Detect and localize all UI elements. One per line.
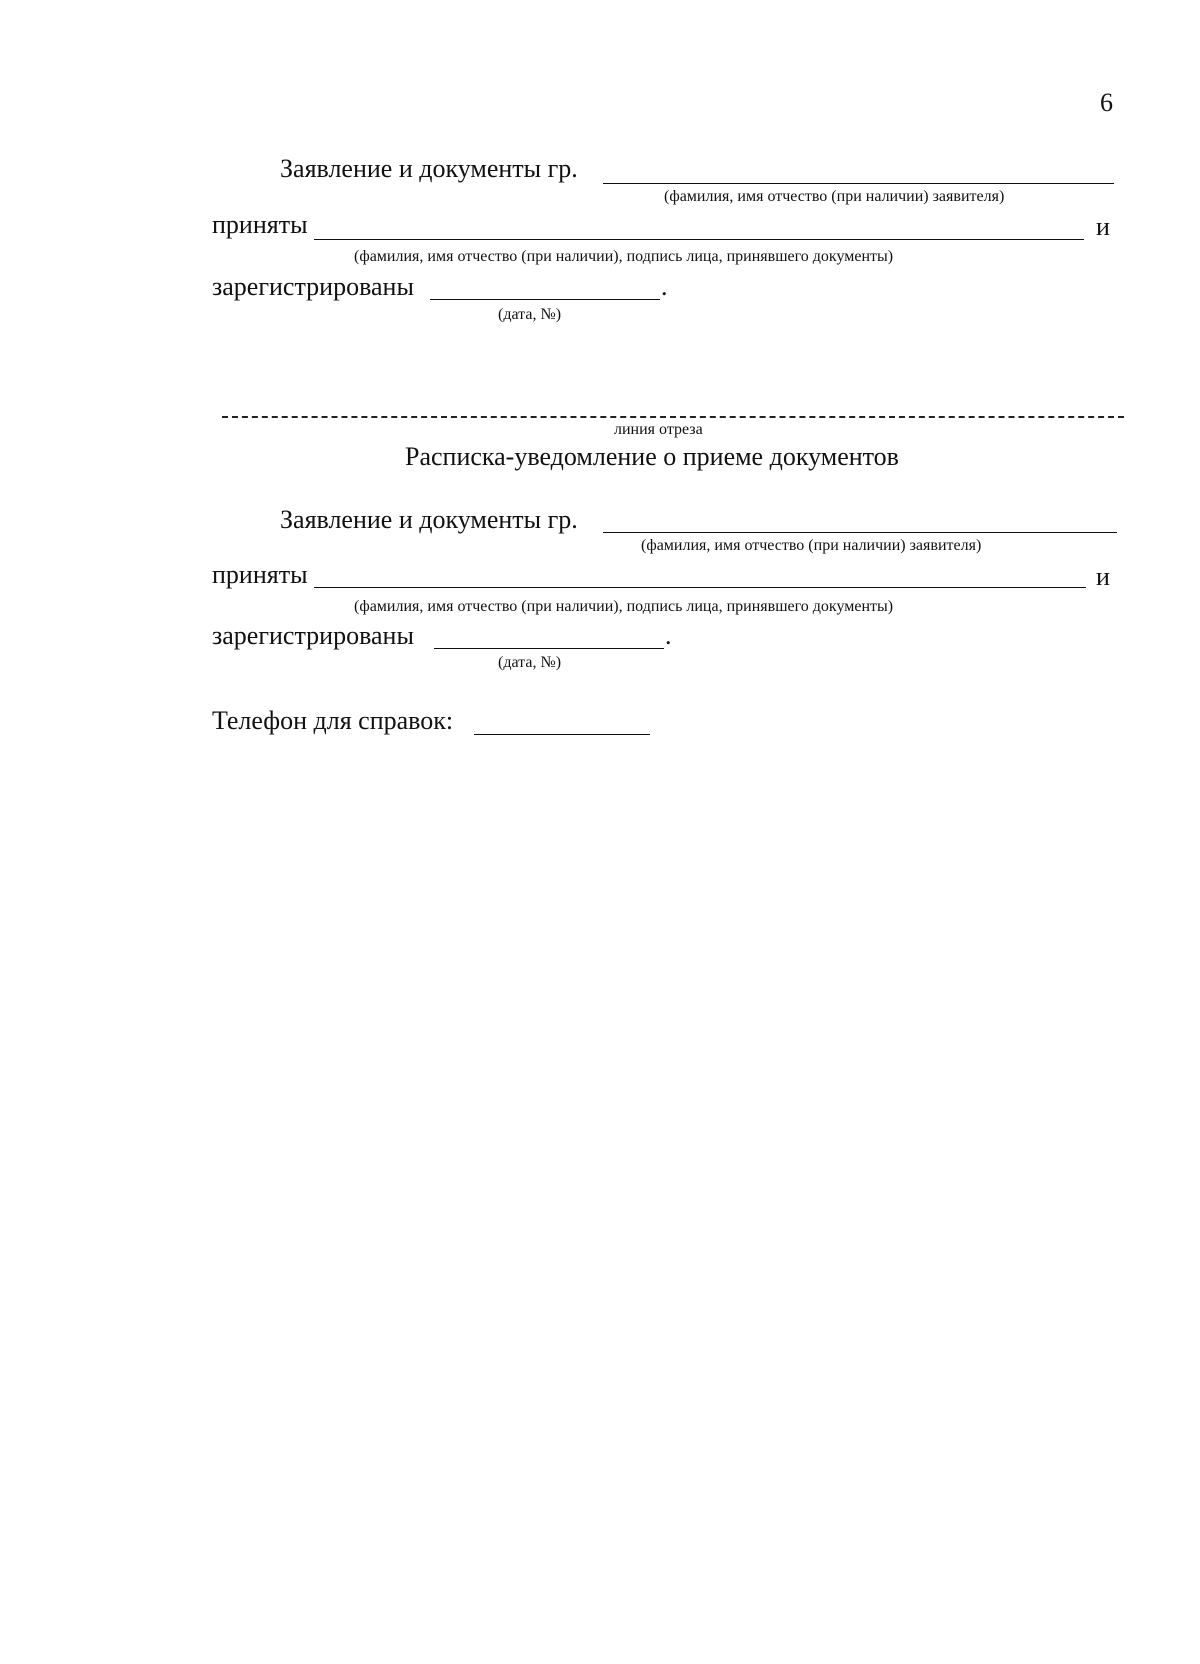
- accepted-by-field[interactable]: [314, 239, 1084, 240]
- receipt-accepted-by-field[interactable]: [314, 587, 1086, 588]
- accepted-line-label: приняты: [212, 210, 308, 239]
- receipt-registered-line-end: .: [665, 621, 672, 650]
- registered-line-label: зарегистрированы: [212, 272, 414, 301]
- cut-line: [222, 416, 1124, 418]
- receipt-applicant-name-caption: (фамилия, имя отчество (при наличии) заявителя): [641, 537, 982, 554]
- accepted-line-end: и: [1096, 212, 1110, 241]
- registration-date-field[interactable]: [430, 299, 660, 300]
- applicant-name-caption: (фамилия, имя отчество (при наличии) заявителя): [664, 188, 1005, 205]
- receipt-accepted-line-label: приняты: [212, 560, 308, 589]
- page-number: 6: [1100, 88, 1113, 117]
- accepted-by-caption: (фамилия, имя отчество (при наличии), подпись лица, принявшего документы): [354, 248, 894, 265]
- receipt-accepted-by-caption: (фамилия, имя отчество (при наличии), подпись лица, принявшего документы): [354, 598, 894, 615]
- applicant-name-field[interactable]: [603, 183, 1114, 184]
- receipt-title: Расписка-уведомление о приеме документов: [405, 442, 899, 471]
- receipt-registration-date-field[interactable]: [434, 648, 664, 649]
- registration-date-caption: (дата, №): [498, 306, 562, 323]
- receipt-accepted-line-end: и: [1096, 562, 1110, 591]
- registered-line-end: .: [661, 272, 668, 301]
- phone-field[interactable]: [474, 734, 650, 735]
- receipt-applicant-line-label: Заявление и документы гр.: [280, 505, 578, 534]
- receipt-registration-date-caption: (дата, №): [498, 654, 562, 671]
- receipt-registered-line-label: зарегистрированы: [212, 621, 414, 650]
- cut-line-label: линия отреза: [614, 421, 703, 438]
- phone-label: Телефон для справок:: [212, 706, 454, 735]
- receipt-applicant-name-field[interactable]: [603, 532, 1117, 533]
- applicant-line-label: Заявление и документы гр.: [280, 154, 578, 183]
